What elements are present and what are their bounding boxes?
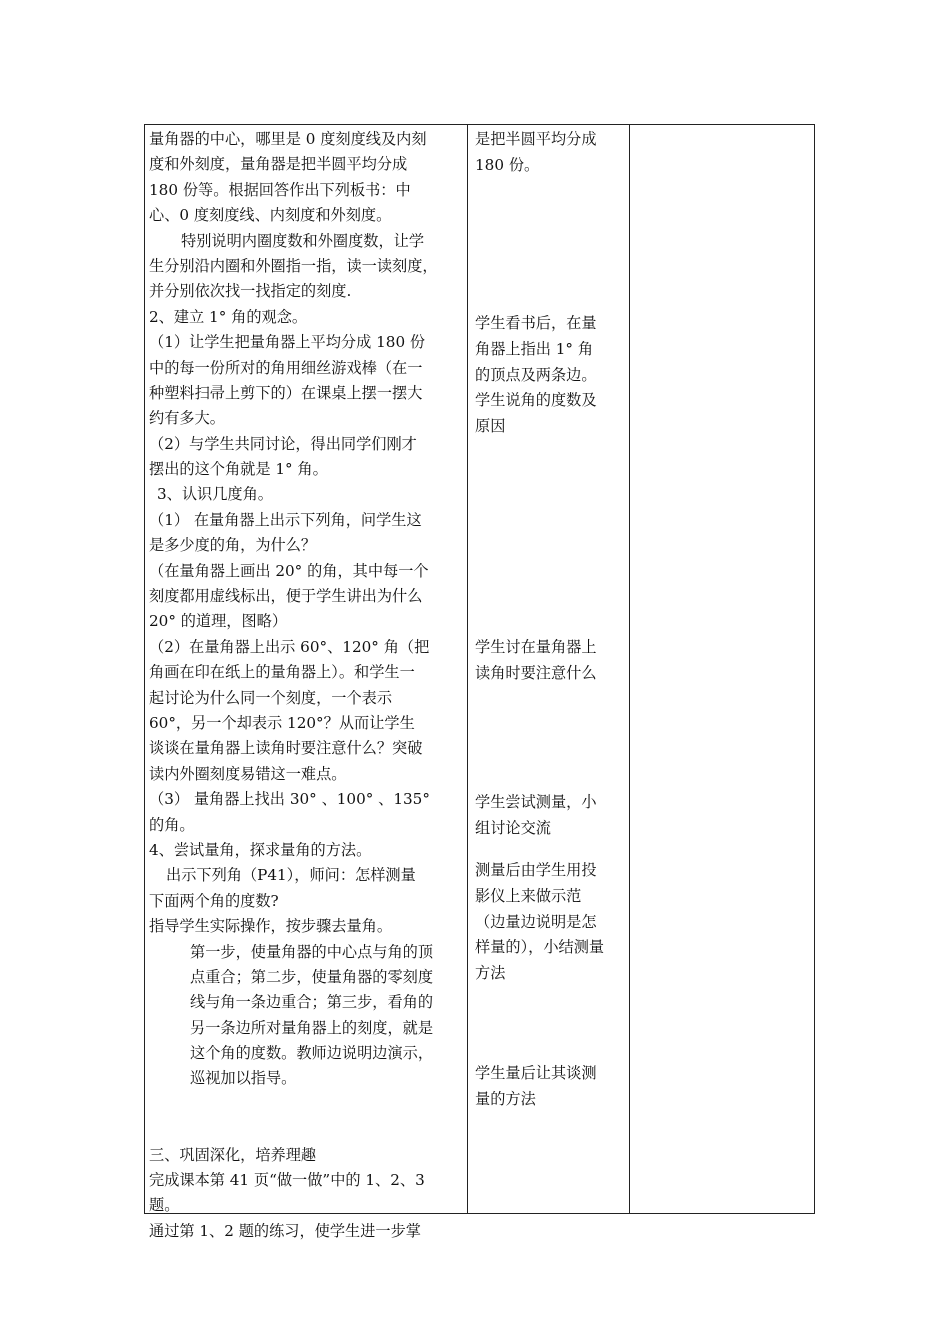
text-line: 学生量后让其谈测 bbox=[475, 1064, 597, 1082]
text-line: 学生看书后，在量 bbox=[475, 314, 597, 332]
text-line: 20° 的道理，图略） bbox=[149, 612, 288, 631]
text-line: （1） 在量角器上出示下列角，问学生这 bbox=[149, 510, 422, 529]
text-line: 摆出的这个角就是 1° 角。 bbox=[149, 460, 328, 479]
text-line: （边量边说明是怎 bbox=[475, 912, 597, 931]
step-line: 这个角的度数。教师边说明边演示， bbox=[190, 1044, 433, 1063]
text-line: 角画在印在纸上的量角器上）。和学生一 bbox=[149, 663, 415, 682]
text-line: 特别说明内圈度数和外圈度数，让学 bbox=[181, 231, 424, 250]
student-activity-block bbox=[475, 635, 623, 687]
text-line: 学生讨在量角器上 bbox=[475, 638, 597, 656]
text-line: 学生尝试测量，小 bbox=[475, 793, 597, 811]
text-line: 是把半圆平均分成 bbox=[475, 130, 597, 148]
lesson-plan-table bbox=[144, 124, 815, 1240]
text-line: 的顶点及两条边。 bbox=[475, 365, 597, 384]
text-line: 方法 bbox=[475, 964, 506, 983]
text-line: 180 份等。根据回答作出下列板书：中 bbox=[149, 180, 411, 199]
column-divider bbox=[629, 125, 630, 1213]
section-heading: 3、认识几度角。 bbox=[157, 485, 273, 504]
text-line: 种塑料扫帚上剪下的）在课桌上摆一摆大 bbox=[149, 383, 423, 402]
student-activity-block bbox=[475, 127, 623, 179]
teacher-activity-column bbox=[149, 127, 461, 1244]
text-line: 中的每一份所对的角用细丝游戏棒（在一 bbox=[149, 358, 423, 377]
text-line: 并分别依次找一找指定的刻度. bbox=[149, 282, 352, 301]
section-heading: 4、尝试量角，探求量角的方法。 bbox=[149, 840, 372, 859]
text-line: 指导学生实际操作，按步骤去量角。 bbox=[149, 917, 392, 936]
step-line: 另一条边所对量角器上的刻度，就是 bbox=[190, 1018, 433, 1037]
student-activity-block bbox=[475, 858, 623, 987]
step-line: 巡视加以指导。 bbox=[190, 1069, 297, 1088]
text-line: 原因 bbox=[475, 417, 506, 436]
text-line: 的角。 bbox=[149, 815, 195, 834]
text-line: 学生说角的度数及 bbox=[475, 391, 597, 410]
step-line: 线与角一条边重合；第三步，看角的 bbox=[190, 993, 433, 1012]
section-heading: 三、巩固深化，培养理趣 bbox=[149, 1145, 317, 1164]
text-line: 60°，另一个却表示 120°？从而让学生 bbox=[149, 713, 415, 732]
student-activity-block bbox=[475, 790, 623, 842]
text-line: 起讨论为什么同一个刻度，一个表示 bbox=[149, 688, 392, 707]
text-line: 刻度都用虚线标出，便于学生讲出为什么 bbox=[149, 587, 423, 606]
text-line: 组讨论交流 bbox=[475, 818, 551, 837]
text-line: （3） 量角器上找出 30° 、100° 、135° bbox=[149, 790, 430, 809]
text-line: 影仪上来做示范 bbox=[475, 886, 582, 905]
text-line: （2）与学生共同讨论，得出同学们刚才 bbox=[149, 434, 417, 453]
text-line: 是多少度的角，为什么？ bbox=[149, 536, 317, 555]
text-line: 完成课本第 41 页“做一做”中的 1、2、3 bbox=[149, 1171, 425, 1190]
text-line: 通过第 1、2 题的练习，使学生进一步掌 bbox=[149, 1221, 421, 1240]
step-line: 点重合；第二步，使量角器的零刻度 bbox=[190, 967, 433, 986]
text-line: 量的方法 bbox=[475, 1089, 536, 1108]
text-line: （1）让学生把量角器上平均分成 180 份 bbox=[149, 333, 426, 352]
text-line: 样量的），小结测量 bbox=[475, 938, 605, 957]
student-activity-block bbox=[475, 311, 623, 440]
text-line: 量角器的中心，哪里是 0 度刻度线及内刻 bbox=[149, 130, 427, 148]
text-line: 心、0 度刻度线、内刻度和外刻度。 bbox=[149, 206, 392, 225]
text-line: 180 份。 bbox=[475, 155, 540, 174]
section-heading: 2、建立 1° 角的观念。 bbox=[149, 307, 308, 326]
text-line: （2）在量角器上出示 60°、120° 角（把 bbox=[149, 637, 430, 656]
text-line: 约有多大。 bbox=[149, 409, 225, 428]
text-line: 题。 bbox=[149, 1196, 180, 1215]
blank-line bbox=[149, 1092, 461, 1117]
text-line: （在量角器上画出 20° 的角，其中每一个 bbox=[149, 561, 429, 580]
step-line: 第一步，使量角器的中心点与角的顶 bbox=[190, 942, 433, 961]
text-line: 出示下列角（P41），师问：怎样测量 bbox=[166, 866, 416, 885]
text-line: 角器上指出 1° 角 bbox=[475, 339, 594, 358]
text-line: 读内外圈刻度易错这一难点。 bbox=[149, 764, 347, 783]
text-line: 下面两个角的度数? bbox=[149, 891, 279, 910]
text-line: 测量后由学生用投 bbox=[475, 861, 597, 879]
column-divider bbox=[467, 125, 468, 1213]
text-line: 读角时要注意什么 bbox=[475, 663, 597, 682]
text-line: 谈谈在量角器上读角时要注意什么？突破 bbox=[149, 739, 423, 758]
text-line: 度和外刻度，量角器是把半圆平均分成 bbox=[149, 155, 408, 174]
blank-line bbox=[149, 1117, 461, 1142]
student-activity-block bbox=[475, 1061, 623, 1113]
text-line: 生分别沿内圈和外圈指一指，读一读刻度， bbox=[149, 256, 438, 275]
